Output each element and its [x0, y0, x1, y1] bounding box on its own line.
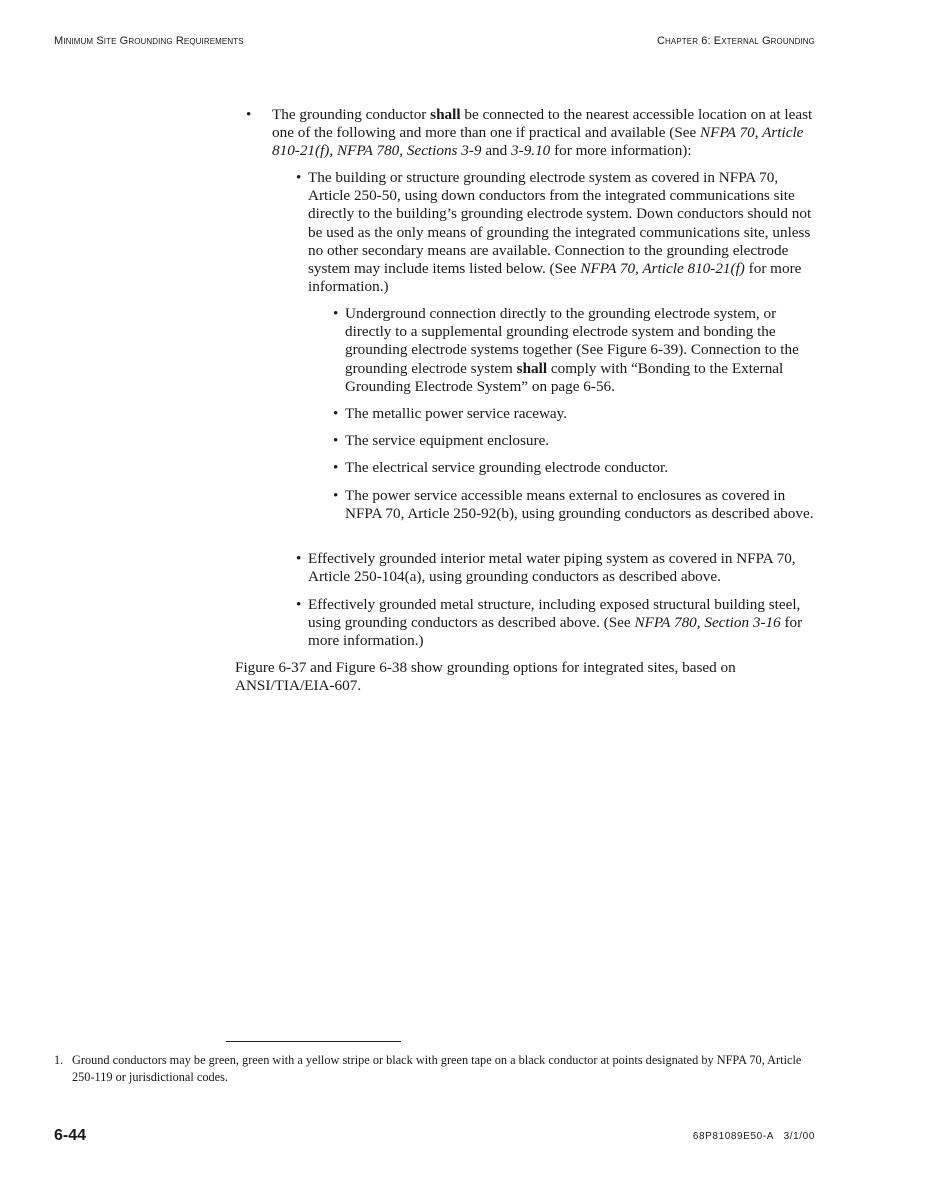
bullet-marker: •: [296, 596, 302, 613]
bullet-marker: •: [246, 106, 252, 123]
text-run: Underground connection directly to the grounding electrode system, or directly to a supplemental grounding electrode system and bonding the grounding electrode systems together (See Figure 6-39). Connection to the grounding electrode system: [345, 305, 799, 377]
italic-run: 3-9.10: [511, 142, 551, 160]
text-run: for more information.): [308, 260, 802, 296]
sub-item-water-piping: Effectively grounded interior metal water piping system as covered in NFPA 70, Article 250-104(a), using grounding conductors as described above.: [308, 550, 796, 586]
bold-run: shall: [430, 106, 461, 123]
bullet-marker: •: [296, 169, 302, 186]
italic-run: NFPA 70, Article 810-21(f): [580, 260, 745, 278]
document-id: 68P81089E50-A 3/1/00: [692, 1131, 815, 1142]
bullet-item-grounding-conductor: [272, 106, 820, 161]
bullet-marker: •: [296, 550, 302, 567]
page-number: 6-44: [54, 1127, 87, 1144]
footnote-number: 1.: [54, 1053, 64, 1067]
text-run: Effectively grounded metal structure, including exposed structural building steel, using grounding conductors as described above. (See: [308, 596, 801, 632]
italic-run: NFPA 780, Section 3-16: [634, 614, 781, 632]
text-run: and: [481, 142, 512, 160]
sub-item-metal-structure: [308, 596, 820, 651]
subsub-item-enclosure: The service equipment enclosure.: [345, 432, 550, 449]
text-run: comply with “Bonding to the External Grounding Electrode System” on page 6-56.: [345, 359, 784, 395]
subsub-item-raceway: The metallic power service raceway.: [345, 405, 568, 422]
bullet-marker: •: [333, 459, 339, 476]
footnote-text: Ground conductors may be green, green with a yellow stripe or black with green tape on a black conductor at points designated by NFPA 70, Article 250-119 or jurisdictional codes.: [72, 1053, 802, 1084]
text-run: for more information):: [550, 142, 692, 160]
italic-run: NFPA 70, Article 810-21(f), NFPA 780, Sections 3-9: [272, 124, 804, 160]
subsub-item-electrode-conductor: The electrical service grounding electrode conductor.: [345, 459, 669, 476]
bullet-marker: •: [333, 305, 339, 322]
text-run: The building or structure grounding electrode system as covered in NFPA 70, Article 250-50, using down conductors from the integrated communications site directly to the building’s grounding electrode system. Down conductors should not be used as the only means of grounding the integrated communications site, unless no other secondary means are available. Connection to the grounding electrode system may include items listed below. (See: [308, 169, 812, 278]
text-run: for more information.): [308, 614, 803, 650]
bullet-marker: •: [333, 405, 339, 422]
bullet-marker: •: [333, 432, 339, 449]
footnote-separator: [226, 1041, 401, 1042]
sub-item-building-electrode-system: [308, 169, 820, 296]
bold-run: shall: [516, 359, 548, 377]
subsub-item-external-means: The power service accessible means external to enclosures as covered in NFPA 70, Article 250-92(b), using grounding conductors as described above.: [345, 487, 814, 523]
running-header-left: Minimum Site Grounding Requirements: [54, 35, 244, 47]
text-run: The grounding conductor: [272, 106, 431, 123]
text-run: be connected to the nearest accessible location on at least one of the following and more than one if practical and available (See: [272, 106, 813, 142]
running-header-right: Chapter 6: External Grounding: [657, 35, 815, 47]
bullet-marker: •: [333, 487, 339, 504]
subsub-item-underground-connection: [345, 305, 820, 396]
body-paragraph: Figure 6-37 and Figure 6-38 show grounding options for integrated sites, based on ANSI/TIA/EIA-607.: [235, 659, 736, 695]
